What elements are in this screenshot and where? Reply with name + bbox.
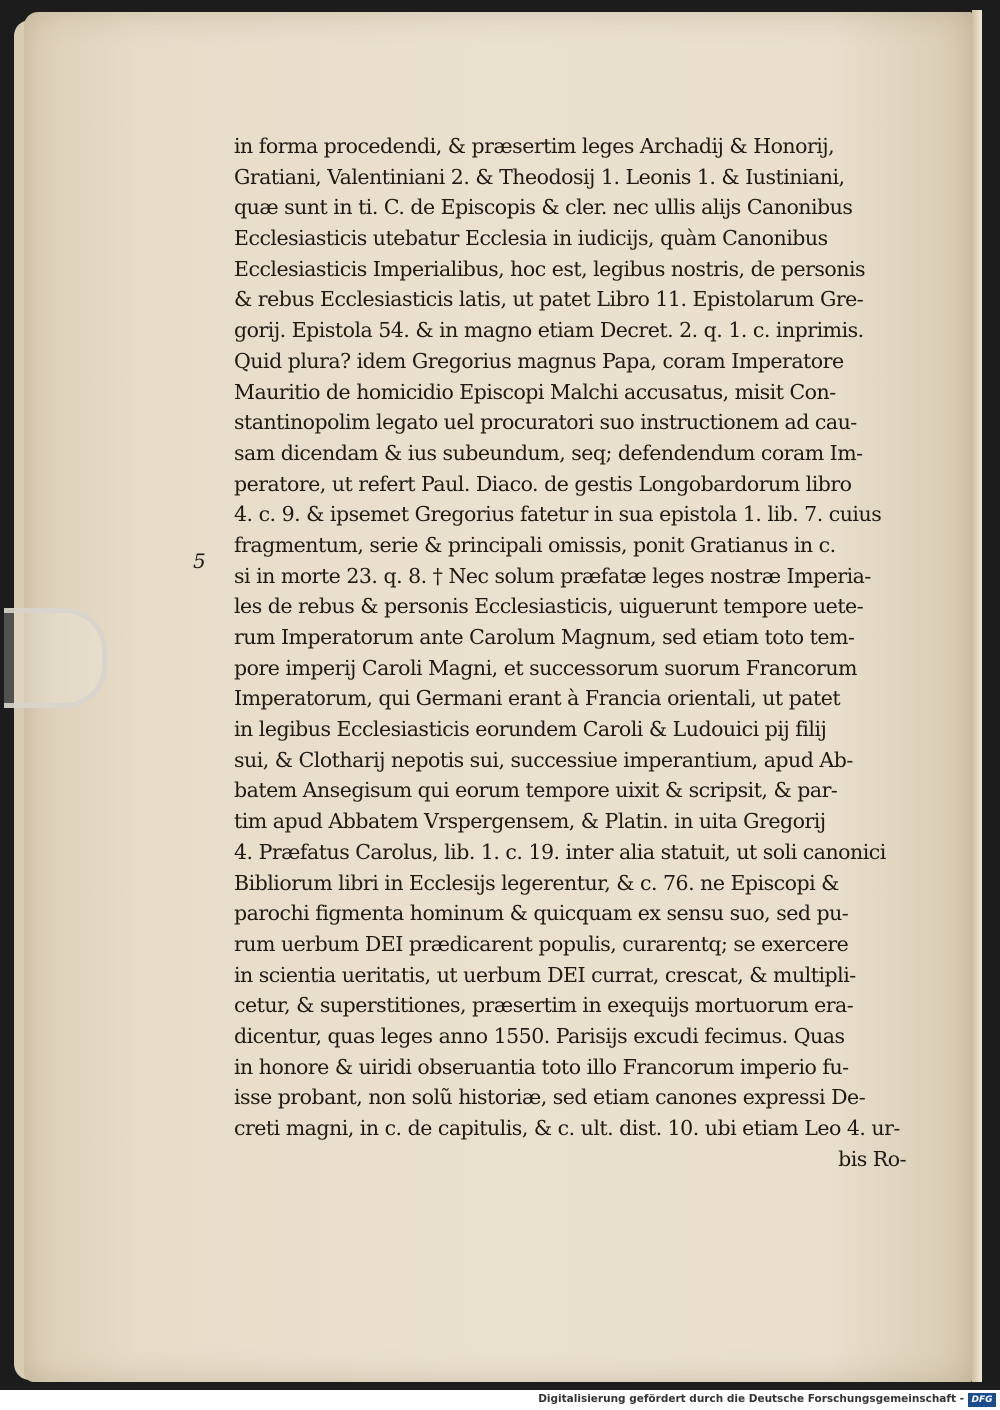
text-line: quæ sunt in ti. C. de Episcopis & cler. nec ullis alijs Canonibus <box>234 195 853 220</box>
text-line: stantinopolim legato uel procuratori suo instructionem ad cau- <box>234 410 857 435</box>
text-line: Mauritio de homicidio Episcopi Malchi accusatus, misit Con- <box>234 379 836 404</box>
text-line: Ecclesiasticis Imperialibus, hoc est, legibus nostris, de personis <box>234 256 866 281</box>
text-line: parochi figmenta hominum & quicquam ex sensu suo, sed pu- <box>234 901 849 926</box>
text-line: gorij. Epistola 54. & in magno etiam Decret. 2. q. 1. c. inprimis. <box>234 318 864 343</box>
text-line: les de rebus & personis Ecclesiasticis, uiguerunt tempore uete- <box>234 594 864 619</box>
text-line: Imperatorum, qui Germani erant à Francia orientali, ut patet <box>234 686 841 711</box>
page-text-block <box>234 131 906 1174</box>
text-line: in scientia ueritatis, ut uerbum DEI currat, crescat, & multipli- <box>234 962 856 987</box>
text-line: sui, & Clotharij nepotis sui, successiue imperantium, apud Ab- <box>234 747 853 772</box>
paper-clip <box>4 608 107 708</box>
text-line: in forma procedendi, & præsertim leges Archadij & Honorij, <box>234 134 835 158</box>
text-line: creti magni, in c. de capitulis, & c. ult. dist. 10. ubi etiam Leo 4. ur- <box>234 1116 900 1140</box>
text-line: pore imperij Caroli Magni, et successorum suorum Francorum <box>234 655 857 680</box>
dfg-logo-icon: DFG <box>968 1393 996 1407</box>
text-line: si in morte 23. q. 8. † Nec solum præfatæ leges nostræ Imperia- <box>234 563 871 588</box>
text-line: 4. Præfatus Carolus, lib. 1. c. 19. inter alia statuit, ut soli canonici <box>234 839 886 864</box>
margin-note-number: 5 <box>193 549 206 573</box>
text-line: sam dicendam & ius subeundum, seq; defendendum coram Im- <box>234 440 863 465</box>
text-line: rum Imperatorum ante Carolum Magnum, sed etiam toto tem- <box>234 625 855 649</box>
footer-bar <box>0 1390 1000 1410</box>
text-line: peratore, ut refert Paul. Diaco. de gestis Longobardorum libro <box>234 471 852 496</box>
text-line: 4. c. 9. & ipsemet Gregorius fatetur in sua epistola 1. lib. 7. cuius <box>234 502 882 527</box>
text-line: cetur, & superstitiones, præsertim in exequijs mortuorum era- <box>234 993 854 1018</box>
text-line: fragmentum, serie & principali omissis, ponit Gratianus in c. <box>234 532 836 557</box>
footer-credit: Digitalisierung gefördert durch die Deutsche Forschungsgemeinschaft - <box>538 1393 964 1405</box>
text-line: rum uerbum DEI prædicarent populis, curarentq; se exercere <box>234 931 849 956</box>
text-line: dicentur, quas leges anno 1550. Parisijs excudi fecimus. Quas <box>234 1023 845 1048</box>
text-line: & rebus Ecclesiasticis latis, ut patet Libro 11. Epistolarum Gre- <box>234 287 864 312</box>
text-line: Bibliorum libri in Ecclesijs legerentur, & c. 76. ne Episcopi & <box>234 870 839 895</box>
text-line: Ecclesiasticis utebatur Ecclesia in iudicijs, quàm Canonibus <box>234 226 828 251</box>
text-line: in legibus Ecclesiasticis eorundem Caroli & Ludouici pij filij <box>234 717 827 742</box>
text-line: tim apud Abbatem Vrspergensem, & Platin. in uita Gregorij <box>234 809 826 834</box>
text-line: isse probant, non solũ historiæ, sed etiam canones expressi De- <box>234 1085 866 1110</box>
text-line: batem Ansegisum qui eorum tempore uixit & scripsit, & par- <box>234 778 838 803</box>
text-line: in honore & uiridi obseruantia toto illo Francorum imperio fu- <box>234 1054 849 1079</box>
page-right-edge <box>972 10 982 1382</box>
text-line: Quid plura? idem Gregorius magnus Papa, coram Imperatore <box>234 348 844 373</box>
text-line: Gratiani, Valentiniani 2. & Theodosij 1. Leonis 1. & Iustiniani, <box>234 164 845 189</box>
catchword-line: bis Ro- <box>838 1146 906 1171</box>
